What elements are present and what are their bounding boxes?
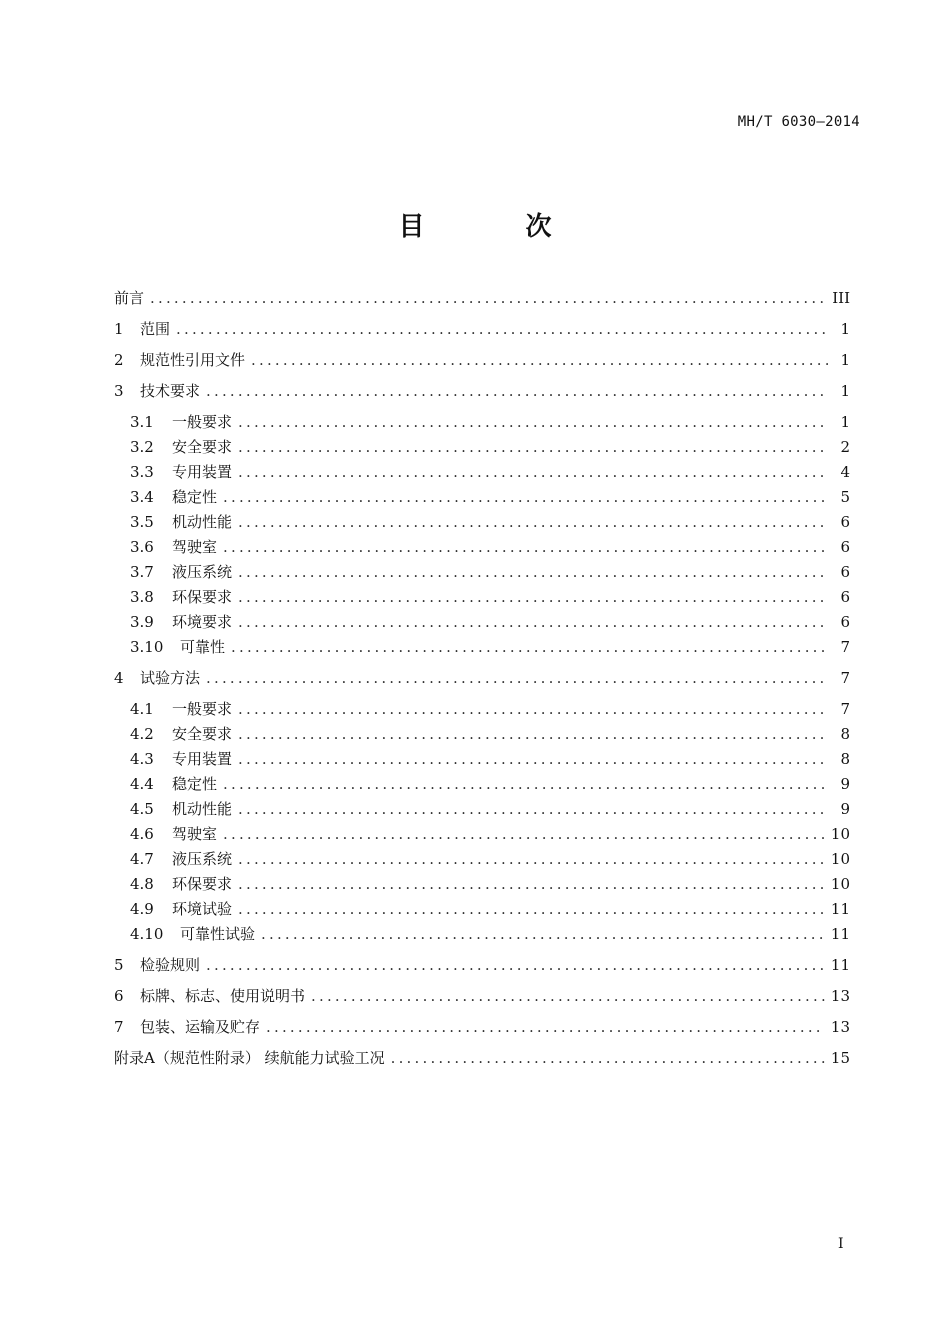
toc-leader <box>238 699 828 719</box>
toc-label: 检验规则 <box>140 956 201 974</box>
toc-label: 机动性能 <box>172 513 233 531</box>
toc-entry-3[interactable] <box>114 381 850 401</box>
toc-page: 6 <box>840 588 850 606</box>
toc-label: 稳定性 <box>172 488 218 506</box>
toc-page: 11 <box>830 956 850 974</box>
toc-label: 范围 <box>140 320 171 338</box>
toc-leader <box>238 437 828 457</box>
toc-number: 1 <box>114 320 124 338</box>
toc-leader <box>176 319 828 339</box>
toc-leader <box>223 537 828 557</box>
toc-label: 可靠性 <box>180 638 226 656</box>
toc-leader <box>238 612 828 632</box>
toc-page: 10 <box>830 850 850 868</box>
toc-number: 3.10 <box>130 638 164 656</box>
toc-leader <box>238 849 825 869</box>
toc-label: 驾驶室 <box>172 538 218 556</box>
toc-label: 可靠性试验 <box>180 925 256 943</box>
toc-leader <box>238 462 828 482</box>
toc-entry-4-9[interactable] <box>130 899 850 919</box>
toc-number: 3.1 <box>130 413 154 431</box>
toc-entry-3-5[interactable] <box>130 512 850 532</box>
toc-entry-4-10[interactable] <box>130 924 850 944</box>
toc-page: 1 <box>840 351 850 369</box>
toc-number: 3.8 <box>130 588 154 606</box>
toc-entry-3-10[interactable] <box>130 637 850 657</box>
toc-leader <box>261 924 825 944</box>
toc-entry-1[interactable] <box>114 319 850 339</box>
toc-number: 4.7 <box>130 850 154 868</box>
toc-label: 安全要求 <box>172 438 233 456</box>
toc-page: 6 <box>840 513 850 531</box>
toc-page: 11 <box>830 900 850 918</box>
toc-number: 4.10 <box>130 925 164 943</box>
page-number: I <box>838 1236 844 1252</box>
toc-page: 7 <box>840 638 850 656</box>
toc-page: 13 <box>830 987 850 1005</box>
toc-entry-4-4[interactable] <box>130 774 850 794</box>
toc-page: 9 <box>840 775 850 793</box>
toc-entry-3-8[interactable] <box>130 587 850 607</box>
toc-label: 试验方法 <box>140 669 201 687</box>
toc-page: 10 <box>830 875 850 893</box>
toc-page: III <box>832 289 850 307</box>
toc-page: 6 <box>840 563 850 581</box>
toc-page: 2 <box>840 438 850 456</box>
toc-number: 4.4 <box>130 775 154 793</box>
toc-leader <box>238 562 828 582</box>
toc-entry-7[interactable] <box>114 1017 850 1037</box>
toc-label: 环保要求 <box>172 588 233 606</box>
toc-number: 3.5 <box>130 513 154 531</box>
toc-label: 一般要求 <box>172 413 233 431</box>
toc-label: 环境试验 <box>172 900 233 918</box>
toc-page: 8 <box>840 750 850 768</box>
toc-entry-2[interactable] <box>114 350 850 370</box>
toc-page: 1 <box>840 320 850 338</box>
toc-label: 专用装置 <box>172 750 233 768</box>
toc-leader <box>391 1048 825 1068</box>
toc-number: 3 <box>114 382 124 400</box>
toc-label: 专用装置 <box>172 463 233 481</box>
toc-page: 8 <box>840 725 850 743</box>
toc-page: 7 <box>840 700 850 718</box>
toc-number: 4.1 <box>130 700 154 718</box>
toc-leader <box>231 637 828 657</box>
toc-page: 6 <box>840 613 850 631</box>
toc-number: 3.9 <box>130 613 154 631</box>
toc-leader <box>206 955 825 975</box>
toc-label: 前言 <box>114 289 145 307</box>
toc-leader <box>206 381 828 401</box>
toc-entry-4[interactable] <box>114 668 850 688</box>
toc-number: 4.8 <box>130 875 154 893</box>
toc-entry-5[interactable] <box>114 955 850 975</box>
toc-number: 4 <box>114 669 124 687</box>
toc-number: 6 <box>114 987 124 1005</box>
toc-number: 4.5 <box>130 800 154 818</box>
toc-label: 驾驶室 <box>172 825 218 843</box>
toc-entry-foreword[interactable] <box>114 288 850 308</box>
toc-entry-3-7[interactable] <box>130 562 850 582</box>
toc-leader <box>238 874 825 894</box>
toc-leader <box>251 350 828 370</box>
toc-label: 环境要求 <box>172 613 233 631</box>
toc-number: 4.3 <box>130 750 154 768</box>
toc-entry-6[interactable] <box>114 986 850 1006</box>
toc-page: 10 <box>830 825 850 843</box>
toc-leader <box>206 668 828 688</box>
toc-leader <box>223 824 825 844</box>
toc-page: 15 <box>830 1049 850 1067</box>
toc-number: 3.3 <box>130 463 154 481</box>
toc-label: 技术要求 <box>140 382 201 400</box>
toc-page: 4 <box>840 463 850 481</box>
toc-entry-3-9[interactable] <box>130 612 850 632</box>
toc-leader <box>238 724 828 744</box>
toc-leader <box>223 774 828 794</box>
toc-entry-3-3[interactable] <box>130 462 850 482</box>
toc-leader <box>238 749 828 769</box>
toc-label: 液压系统 <box>172 850 233 868</box>
toc-entry-appendix-a[interactable] <box>114 1048 850 1068</box>
toc-entry-4-1[interactable] <box>130 699 850 719</box>
toc-leader <box>238 899 825 919</box>
toc-entry-4-7[interactable] <box>130 849 850 869</box>
toc-label: 包装、运输及贮存 <box>140 1018 261 1036</box>
toc-number: 3.2 <box>130 438 154 456</box>
toc-entry-4-6[interactable] <box>130 824 850 844</box>
toc-label: 一般要求 <box>172 700 233 718</box>
toc-number: 5 <box>114 956 124 974</box>
toc-leader <box>238 412 828 432</box>
toc-number: 4.6 <box>130 825 154 843</box>
toc-label: 液压系统 <box>172 563 233 581</box>
toc-label: 稳定性 <box>172 775 218 793</box>
toc-entry-4-3[interactable] <box>130 749 850 769</box>
toc-page: 11 <box>830 925 850 943</box>
toc-page: 1 <box>840 413 850 431</box>
toc-page: 7 <box>840 669 850 687</box>
page-title: 目 次 <box>398 212 598 242</box>
toc-leader <box>238 512 828 532</box>
toc-number: 4.9 <box>130 900 154 918</box>
toc-leader <box>238 799 828 819</box>
toc-leader <box>150 288 826 308</box>
toc-entry-4-8[interactable] <box>130 874 850 894</box>
toc-number: 4.2 <box>130 725 154 743</box>
toc-label: 标牌、标志、使用说明书 <box>140 987 306 1005</box>
toc-label: 规范性引用文件 <box>140 351 246 369</box>
toc-leader <box>238 587 828 607</box>
toc-entry-4-2[interactable] <box>130 724 850 744</box>
toc-page: 1 <box>840 382 850 400</box>
toc-entry-3-4[interactable] <box>130 487 850 507</box>
toc-entry-3-6[interactable] <box>130 537 850 557</box>
document-code: MH/T 6030—2014 <box>737 114 860 130</box>
toc-label: 机动性能 <box>172 800 233 818</box>
toc-label: 附录A（规范性附录） 续航能力试验工况 <box>114 1049 385 1067</box>
toc-leader <box>223 487 828 507</box>
toc-leader <box>266 1017 825 1037</box>
toc-leader <box>311 986 825 1006</box>
toc-page: 6 <box>840 538 850 556</box>
toc-label: 安全要求 <box>172 725 233 743</box>
toc-number: 7 <box>114 1018 124 1036</box>
toc-entry-3-2[interactable] <box>130 437 850 457</box>
toc-entry-4-5[interactable] <box>130 799 850 819</box>
toc-number: 2 <box>114 351 124 369</box>
toc-number: 3.4 <box>130 488 154 506</box>
toc-page: 5 <box>840 488 850 506</box>
toc-entry-3-1[interactable] <box>130 412 850 432</box>
toc-page: 13 <box>830 1018 850 1036</box>
toc-number: 3.6 <box>130 538 154 556</box>
toc-label: 环保要求 <box>172 875 233 893</box>
toc-page: 9 <box>840 800 850 818</box>
toc-number: 3.7 <box>130 563 154 581</box>
